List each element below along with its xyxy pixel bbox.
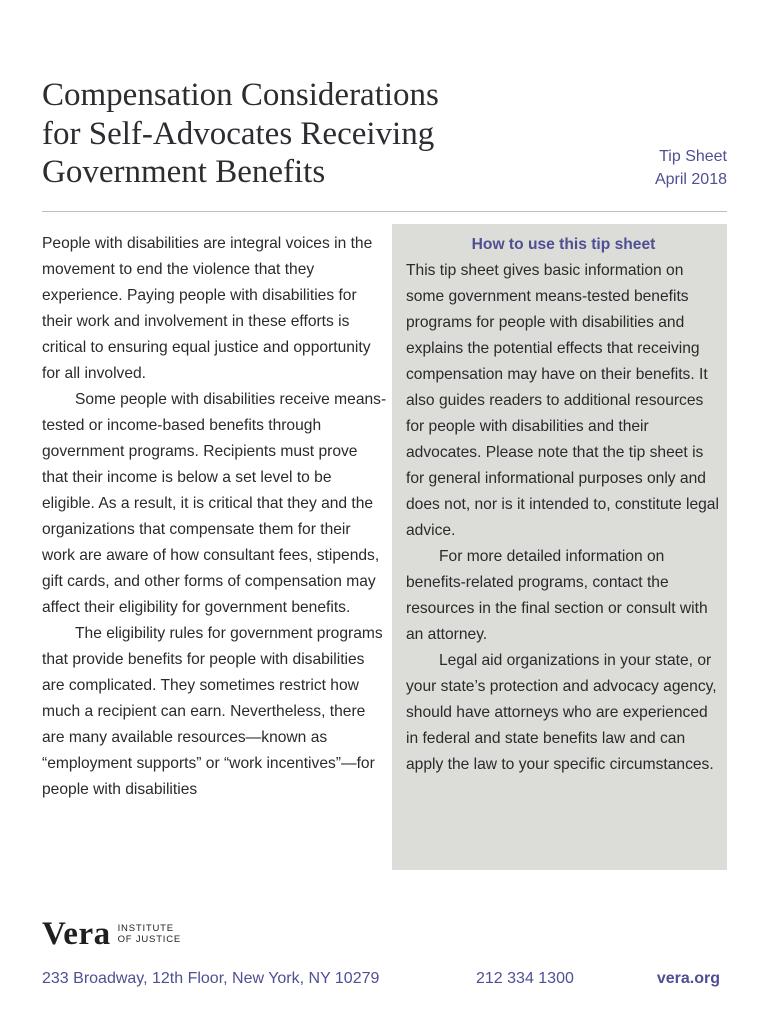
vera-logo bbox=[42, 916, 181, 952]
title-line: for Self-Advocates Receiving bbox=[42, 115, 435, 152]
page-title bbox=[42, 76, 512, 192]
logo-subtitle bbox=[118, 923, 181, 945]
title-line: Government Benefits bbox=[42, 154, 326, 190]
logo-subtitle-line: OF JUSTICE bbox=[117, 934, 182, 945]
document-meta bbox=[655, 145, 727, 191]
main-text-column bbox=[42, 231, 387, 803]
footer-phone: 212 334 1300 bbox=[476, 970, 574, 987]
body-paragraph: Some people with disabilities receive means-tested or income-based benefits through government programs. Recipients must prove that their income is below a set level to be eligible. As a result, it is critical that they and the organizations that compensate them for their work are aware of how consultant fees, stipends, gift cards, and other forms of compensation may affect their eligibility for government benefits. bbox=[42, 391, 387, 616]
document-type-label: Tip Sheet bbox=[659, 148, 727, 165]
body-paragraph: People with disabilities are integral voices in the movement to end the violence that they experience. Paying people with disabilities for their work and involvement in these efforts is critical to ensuring equal justice and opportunity for all involved. bbox=[42, 235, 373, 382]
title-line: Compensation Considerations bbox=[42, 77, 439, 113]
footer-website-link[interactable]: vera.org bbox=[656, 970, 720, 987]
sidebar-body bbox=[406, 258, 724, 778]
body-paragraph: The eligibility rules for government programs that provide benefits for people with disabilities are complicated. They sometimes restrict how much a recipient can earn. Nevertheless, there are many available resources—known as “employment supports” or “work incentives”—for people with disabilities bbox=[42, 625, 383, 798]
logo-subtitle-line: INSTITUTE bbox=[117, 923, 174, 934]
logo-wordmark: Vera bbox=[42, 916, 111, 952]
header-divider bbox=[42, 211, 727, 212]
sidebar-paragraph: For more detailed information on benefits-related programs, contact the resources in the final section or consult with an attorney. bbox=[406, 548, 708, 643]
sidebar-paragraph: This tip sheet gives basic information on some government means-tested benefits programs for people with disabilities and explains the potential effects that receiving compensation may have on their benefits. It also guides readers to additional resources for people with disabilities and their advocates. Please note that the tip sheet is for general informational purposes only and does not, nor is it intended to, constitute legal advice. bbox=[406, 262, 719, 539]
sidebar-heading: How to use this tip sheet bbox=[471, 236, 656, 253]
tip-sheet-sidebar bbox=[392, 224, 727, 870]
sidebar-paragraph: Legal aid organizations in your state, or your state’s protection and advocacy agency, should have attorneys who are experienced in federal and state benefits law and can apply the law to your specific circumstances. bbox=[406, 652, 717, 773]
document-date: April 2018 bbox=[654, 171, 727, 188]
footer-address: 233 Broadway, 12th Floor, New York, NY 10279 bbox=[42, 970, 380, 987]
